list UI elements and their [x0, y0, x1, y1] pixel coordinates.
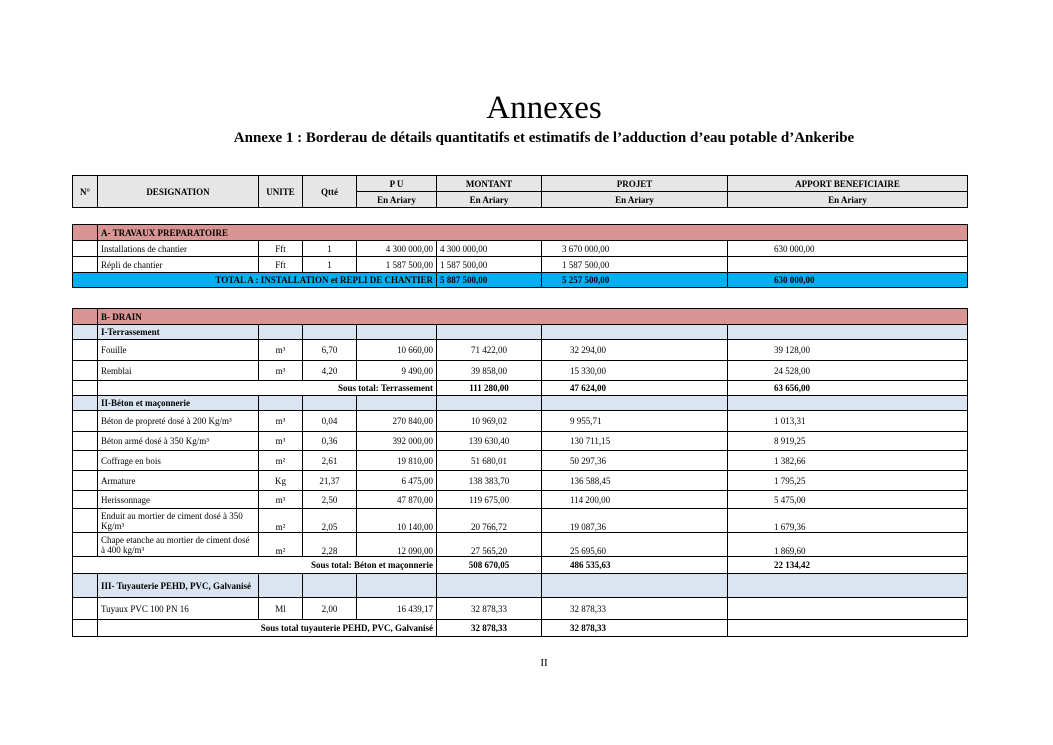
- row-montant: 20 766,72: [437, 509, 542, 533]
- section-a-table: [72, 224, 968, 288]
- row-designation: Béton de propreté dosé à 200 Kg/m³: [98, 411, 259, 432]
- row-montant: 139 630,40: [437, 432, 542, 451]
- row-pu: 12 090,00: [357, 533, 437, 557]
- row-projet: 50 297,36: [542, 451, 728, 471]
- row-projet: 114 200,00: [542, 491, 728, 509]
- row-projet: 130 711,15: [542, 432, 728, 451]
- row-pu: 1 587 500,00: [357, 257, 437, 273]
- row-designation: Remblai: [98, 361, 259, 381]
- subtotal-montant: 111 280,00: [437, 381, 542, 396]
- table-row: [73, 241, 968, 257]
- row-apport: 1 869,60: [728, 533, 968, 557]
- table-row: [73, 471, 968, 491]
- row-pu: 10 660,00: [357, 340, 437, 361]
- subtotal-montant: 32 878,33: [437, 620, 542, 637]
- table-row: [73, 361, 968, 381]
- row-montant: 39 858,00: [437, 361, 542, 381]
- row-designation: Tuyaux PVC 100 PN 16: [98, 598, 259, 620]
- header-projet-currency: En Ariary: [542, 192, 728, 208]
- row-apport: [728, 598, 968, 620]
- subsection-title: I-Terrassement: [98, 325, 259, 340]
- subtotal-projet: 486 535,63: [542, 557, 728, 574]
- row-unite: Ml: [259, 598, 303, 620]
- subtotal-apport: [728, 620, 968, 637]
- row-projet: 136 588,45: [542, 471, 728, 491]
- row-montant: 10 969,02: [437, 411, 542, 432]
- total-a-label: TOTAL A : INSTALLATION et REPLI DE CHANTIER: [73, 273, 437, 288]
- section-a-n: [73, 225, 98, 241]
- subtotal-projet: 32 878,33: [542, 620, 728, 637]
- section-b-n: [73, 309, 98, 325]
- row-montant: 71 422,00: [437, 340, 542, 361]
- row-pu: 392 000,00: [357, 432, 437, 451]
- subtotal-projet: 47 624,00: [542, 381, 728, 396]
- row-qtte: 21,37: [303, 471, 357, 491]
- total-a-apport: 630 000,00: [728, 273, 968, 288]
- subtotal-apport: 63 656,00: [728, 381, 968, 396]
- row-pu: 16 439,17: [357, 598, 437, 620]
- row-qtte: 2,50: [303, 491, 357, 509]
- row-apport: 39 128,00: [728, 340, 968, 361]
- subtotal-terrassement-row: [73, 381, 968, 396]
- row-apport: [728, 257, 968, 273]
- header-qtte: Qtté: [303, 176, 357, 208]
- row-projet: 25 695,60: [542, 533, 728, 557]
- header-apport: APPORT BENEFICIAIRE: [728, 176, 968, 192]
- row-unite: m²: [259, 533, 303, 557]
- row-apport: 630 000,00: [728, 241, 968, 257]
- header-pu: P U: [357, 176, 437, 192]
- row-designation: Armature: [98, 471, 259, 491]
- header-unite: UNITE: [259, 176, 303, 208]
- row-unite: m²: [259, 451, 303, 471]
- table-row: [73, 432, 968, 451]
- row-projet: 15 330,00: [542, 361, 728, 381]
- row-qtte: 0,36: [303, 432, 357, 451]
- header-pu-currency: En Ariary: [357, 192, 437, 208]
- row-montant: 32 878,33: [437, 598, 542, 620]
- subsection-tuyauterie: [73, 574, 968, 598]
- row-pu: 4 300 000,00: [357, 241, 437, 257]
- subsection-title: III- Tuyauterie PEHD, PVC, Galvanisé: [98, 574, 259, 598]
- row-projet: 1 587 500,00: [542, 257, 728, 273]
- table-row: [73, 509, 968, 533]
- row-pu: 9 490,00: [357, 361, 437, 381]
- row-pu: 19 810,00: [357, 451, 437, 471]
- row-apport: 1 795,25: [728, 471, 968, 491]
- row-qtte: 0,04: [303, 411, 357, 432]
- subsection-title: II-Béton et maçonnerie: [98, 396, 259, 411]
- row-unite: Fft: [259, 257, 303, 273]
- table-row: [73, 598, 968, 620]
- total-a-projet: 5 257 500,00: [542, 273, 728, 288]
- header-table: [72, 175, 968, 208]
- page-number: II: [540, 657, 548, 669]
- row-qtte: 2,61: [303, 451, 357, 471]
- subtotal-beton-row: [73, 557, 968, 574]
- row-designation: Installations de chantier: [98, 241, 259, 257]
- subsection-terrassement: [73, 325, 968, 340]
- subtotal-apport: 22 134,42: [728, 557, 968, 574]
- subtotal-tuyauterie-row: [73, 620, 968, 637]
- row-montant: 1 587 500,00: [437, 257, 542, 273]
- page-subtitle: Annexe 1 : Borderau de détails quantitatifs et estimatifs de l’adduction d’eau potable d’Ankeribe: [233, 130, 855, 146]
- row-designation: Fouille: [98, 340, 259, 361]
- row-designation: Répli de chantier: [98, 257, 259, 273]
- row-montant: 51 680,01: [437, 451, 542, 471]
- row-projet: 32 294,00: [542, 340, 728, 361]
- header-n: N°: [73, 176, 98, 208]
- row-projet: 19 087,36: [542, 509, 728, 533]
- row-qtte: 1: [303, 241, 357, 257]
- subtotal-label: Sous total: Terrassement: [98, 381, 437, 396]
- row-projet: 3 670 000,00: [542, 241, 728, 257]
- subsection-beton: [73, 396, 968, 411]
- row-apport: 1 679,36: [728, 509, 968, 533]
- header-apport-currency: En Ariary: [728, 192, 968, 208]
- header-montant: MONTANT: [437, 176, 542, 192]
- subtotal-label: Sous total: Béton et maçonnerie: [73, 557, 437, 574]
- row-qtte: 2,00: [303, 598, 357, 620]
- row-designation: Béton armé dosé à 350 Kg/m³: [98, 432, 259, 451]
- row-pu: 270 840,00: [357, 411, 437, 432]
- row-apport: 5 475,00: [728, 491, 968, 509]
- row-montant: 138 383,70: [437, 471, 542, 491]
- row-qtte: 2,05: [303, 509, 357, 533]
- row-designation: Enduit au mortier de ciment dosé à 350 Kg/m³: [98, 509, 259, 533]
- row-pu: 47 870,00: [357, 491, 437, 509]
- row-qtte: 4,20: [303, 361, 357, 381]
- row-projet: 32 878,33: [542, 598, 728, 620]
- row-unite: Kg: [259, 471, 303, 491]
- row-unite: m³: [259, 340, 303, 361]
- row-pu: 10 140,00: [357, 509, 437, 533]
- table-row: [73, 533, 968, 557]
- row-unite: m³: [259, 361, 303, 381]
- row-apport: 24 528,00: [728, 361, 968, 381]
- row-apport: 8 919,25: [728, 432, 968, 451]
- row-montant: 119 675,00: [437, 491, 542, 509]
- row-qtte: 2,28: [303, 533, 357, 557]
- row-montant: 27 565,20: [437, 533, 542, 557]
- row-unite: m³: [259, 411, 303, 432]
- table-row: [73, 257, 968, 273]
- row-unite: m³: [259, 432, 303, 451]
- total-a-row: [73, 273, 968, 288]
- row-projet: 9 955,71: [542, 411, 728, 432]
- row-apport: 1 013,31: [728, 411, 968, 432]
- row-designation: Coffrage en bois: [98, 451, 259, 471]
- subtotal-label: Sous total tuyauterie PEHD, PVC, Galvanisé: [98, 620, 437, 637]
- table-row: [73, 411, 968, 432]
- row-designation: Herissonnage: [98, 491, 259, 509]
- section-b-title: B- DRAIN: [98, 309, 968, 325]
- header-designation: DESIGNATION: [98, 176, 259, 208]
- table-row: [73, 340, 968, 361]
- total-a-montant: 5 887 500,00: [437, 273, 542, 288]
- row-pu: 6 475,00: [357, 471, 437, 491]
- table-row: [73, 451, 968, 471]
- row-unite: Fft: [259, 241, 303, 257]
- page-title: Annexes: [486, 90, 602, 126]
- table-row: [73, 491, 968, 509]
- row-qtte: 6,70: [303, 340, 357, 361]
- row-montant: 4 300 000,00: [437, 241, 542, 257]
- row-designation: Chape etanche au mortier de ciment dosé à 400 kg/m³: [98, 533, 259, 557]
- header-montant-currency: En Ariary: [437, 192, 542, 208]
- row-unite: m²: [259, 509, 303, 533]
- row-unite: m³: [259, 491, 303, 509]
- row-apport: 1 382,66: [728, 451, 968, 471]
- row-qtte: 1: [303, 257, 357, 273]
- section-b-table: [72, 308, 968, 637]
- subtotal-montant: 508 670,05: [437, 557, 542, 574]
- header-projet: PROJET: [542, 176, 728, 192]
- section-a-title: A- TRAVAUX PREPARATOIRE: [98, 225, 968, 241]
